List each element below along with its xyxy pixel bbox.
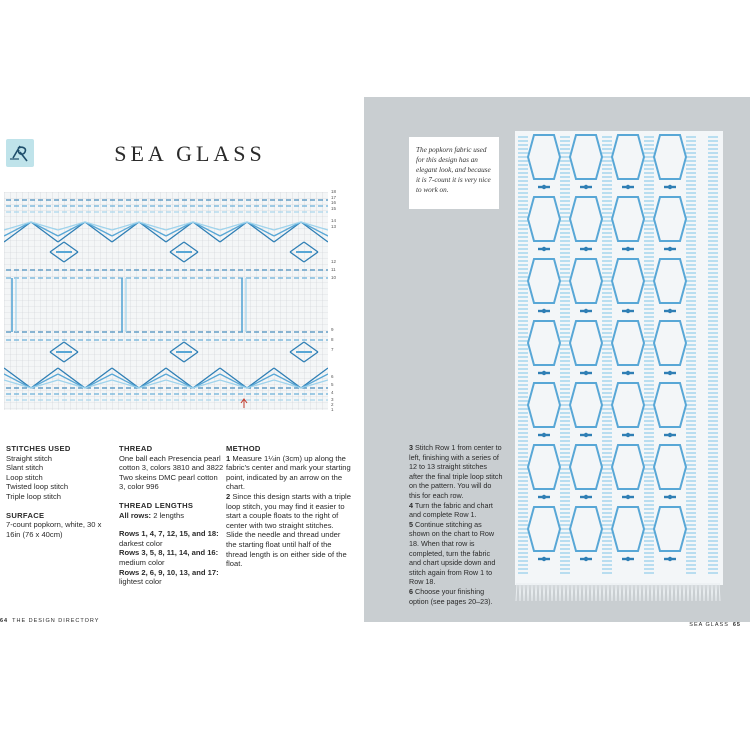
row-number: 7	[331, 347, 334, 352]
row-number: 9	[331, 327, 334, 332]
row-group-light: Rows 2, 6, 9, 10, 13, and 17: lightest color	[119, 567, 219, 587]
stitch-logo-icon	[6, 139, 34, 167]
method-heading: METHOD	[226, 444, 261, 453]
method-step-3: 3 Stitch Row 1 from center to left, finishing with a series of 12 to 13 straight stitches after the final triple loop stitch on the pattern. You will do this for each row.	[409, 443, 503, 500]
method-step-2: 2 Since this design starts with a triple loop stitch, you may find it easier to start a couple floats to the right of center with two straight stitches. Slide the needle and thread under the starting float until half of the thread length is on either side of the float.	[226, 491, 351, 569]
stitch-item: Twisted loop stitch	[6, 482, 69, 492]
stitch-item: Slant stitch	[6, 463, 44, 473]
row-number: 1	[331, 407, 334, 412]
row-number: 8	[331, 337, 334, 342]
method-step-6: 6 Choose your finishing option (see pages 20–23).	[409, 586, 493, 606]
row-group-dark: Rows 1, 4, 7, 12, 15, and 18: darkest color	[119, 529, 219, 548]
surface-heading: SURFACE	[6, 510, 45, 520]
method-column	[226, 444, 352, 569]
row-number: 13	[331, 224, 337, 229]
row-number: 18	[331, 189, 337, 194]
photo-caption: The popkorn fabric used for this design has an elegant look, and because it is 7-count it is very nice to work on.	[409, 137, 499, 209]
method-step-5: 5 Continue stitching as shown on the chart to Row 18. When that row is completed, turn the fabric and chart upside down and stitch again from Row 1 to Row 18.	[409, 519, 496, 587]
all-rows-line: All rows: 2 lengths	[119, 510, 185, 520]
stitches-column	[6, 444, 110, 539]
row-number: 17	[331, 195, 337, 200]
method-step-1: 1 Measure 1¼in (3cm) up along the fabric's center and mark your starting point, indicated by an arrow on the chart.	[226, 453, 351, 492]
left-folio: 64 THE DESIGN DIRECTORY	[0, 618, 100, 624]
right-page	[364, 97, 750, 628]
row-number: 5	[331, 382, 334, 387]
stitch-chart	[4, 192, 328, 410]
stitch-item: Triple loop stitch	[6, 491, 62, 501]
row-number: 16	[331, 200, 337, 205]
page-title: SEA GLASS	[114, 141, 266, 166]
thread-heading: THREAD	[119, 444, 153, 453]
row-number: 4	[331, 390, 334, 395]
left-page	[0, 97, 364, 622]
row-number: 12	[331, 259, 337, 264]
row-number: 11	[331, 267, 336, 272]
right-folio: SEA GLASS 65	[689, 622, 741, 628]
thread-column	[119, 444, 225, 587]
row-number: 14	[331, 218, 337, 223]
row-number: 3	[331, 397, 334, 402]
stitch-item: Straight stitch	[6, 453, 53, 463]
row-group-medium: Rows 3, 5, 8, 11, 14, and 16: medium color	[119, 548, 219, 567]
surface-text: 7-count popkorn, white, 30 x 16in (76 x 40cm)	[6, 520, 102, 539]
stitches-heading: STITCHES USED	[6, 444, 71, 453]
row-number: 6	[331, 374, 334, 379]
row-number-column	[331, 189, 359, 412]
method-step-4: 4 Turn the fabric and chart and complete Row 1.	[409, 500, 493, 520]
row-number: 10	[331, 275, 337, 280]
row-number: 2	[331, 402, 334, 407]
book-spread	[0, 97, 750, 628]
stitch-item: Loop stitch	[6, 472, 43, 482]
thread-lengths-heading: THREAD LENGTHS	[119, 500, 194, 510]
thread-text: One ball each Presencia pearl cotton 3, colors 3810 and 3822 Two skeins DMC pearl cotton 3, color 996	[119, 453, 224, 492]
row-number: 15	[331, 206, 337, 211]
embroidered-runner-photo	[509, 127, 729, 605]
method-continued	[409, 443, 503, 606]
